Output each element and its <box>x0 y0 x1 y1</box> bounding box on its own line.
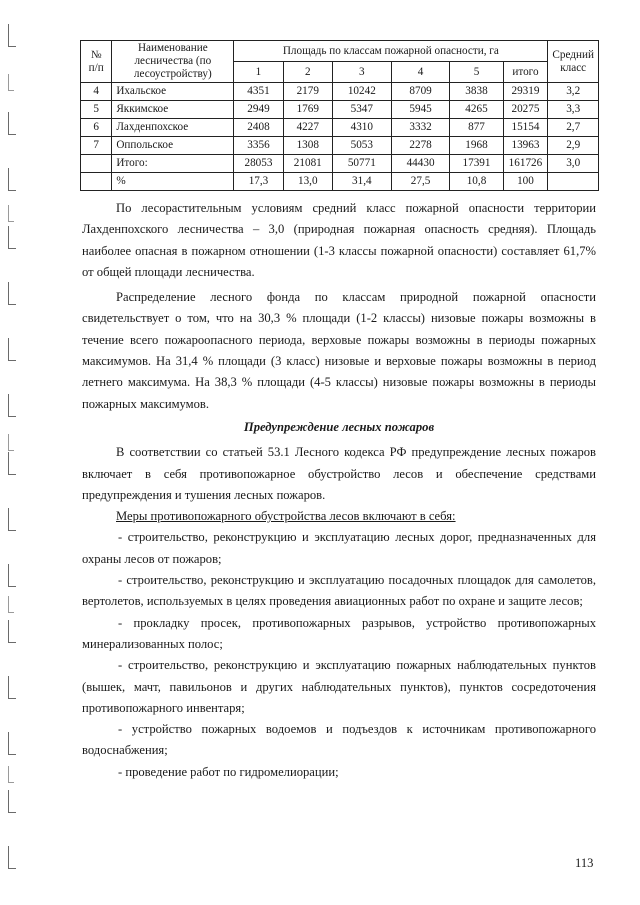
cell-class-3: 50771 <box>332 155 391 173</box>
cell-average: 3,3 <box>548 101 599 119</box>
cell-class-4: 5945 <box>391 101 450 119</box>
row-num: 4 <box>81 83 112 101</box>
cell-class-2: 4227 <box>283 119 332 137</box>
document-body <box>82 198 596 783</box>
list-item: - прокладку просек, противопожарных разрывов, устройство противопожарных минерализованных полос; <box>82 615 596 651</box>
section-heading: Предупреждение лесных пожаров <box>243 419 435 434</box>
margin-mark <box>8 74 14 91</box>
table-row-percent <box>81 173 599 191</box>
margin-mark <box>8 205 14 222</box>
list-item: - строительство, реконструкцию и эксплуатацию пожарных наблюдательных пунктов (вышек, мачт, павильонов и других наблюдательных пунктов), пунктов сосредоточения противопожарного инвентаря; <box>82 658 596 715</box>
cell-total: 13963 <box>503 137 548 155</box>
list-item: - строительство, реконструкцию и эксплуатацию лесных дорог, предназначенных для охраны лесов от пожаров; <box>82 530 596 566</box>
cell-class-4: 3332 <box>391 119 450 137</box>
cell-class-2: 2179 <box>283 83 332 101</box>
cell-class-1: 28053 <box>234 155 283 173</box>
cell-class-3: 5053 <box>332 137 391 155</box>
measures-title <box>82 506 596 527</box>
table-row <box>81 101 599 119</box>
cell-class-5: 877 <box>450 119 503 137</box>
cell-class-2: 13,0 <box>283 173 332 191</box>
header-class-4: 4 <box>391 62 450 83</box>
cell-class-5: 4265 <box>450 101 503 119</box>
margin-mark <box>8 620 16 643</box>
cell-class-3: 10242 <box>332 83 391 101</box>
table-row <box>81 119 599 137</box>
margin-mark <box>8 564 16 587</box>
page-number: 113 <box>575 856 594 870</box>
margin-mark <box>8 226 16 249</box>
cell-total: 161726 <box>503 155 548 173</box>
cell-class-2: 21081 <box>283 155 332 173</box>
margin-mark <box>8 168 16 191</box>
table-row <box>81 83 599 101</box>
row-name: Лахденпохское <box>112 119 234 137</box>
row-num <box>81 173 112 191</box>
measures-title-text: Меры противопожарного обустройства лесов включают в себя: <box>116 509 456 524</box>
paragraph-fund-distribution: Распределение лесного фонда по классам природной пожарной опасности свидетельствует о том, что на 30,3 % площади (1-2 классы) низовые пожары возможны в течение всего пожароопасного периода, верховые пожары возможны в периоды пожарных максимумов. На 31,4 % площади (3 класс) низовые и верховые пожары возможны в период летнего максимума. На 38,3 % площади (4-5 классы) низовые пожары возможны в периоды пожарных максимумов. <box>82 290 596 411</box>
cell-average: 3,2 <box>548 83 599 101</box>
header-class-2: 2 <box>283 62 332 83</box>
cell-average <box>548 173 599 191</box>
header-class-5: 5 <box>450 62 503 83</box>
margin-mark <box>8 766 14 783</box>
margin-mark <box>8 508 16 531</box>
list-item: - устройство пожарных водоемов и подъездов к источникам противопожарного водоснабжения; <box>82 722 596 758</box>
row-num: 7 <box>81 137 112 155</box>
header-forestry-name: Наименование лесничества (по лесоустройству) <box>112 41 234 83</box>
cell-class-3: 4310 <box>332 119 391 137</box>
row-name: Яккимское <box>112 101 234 119</box>
cell-class-2: 1769 <box>283 101 332 119</box>
header-total: итого <box>503 62 548 83</box>
cell-average: 3,0 <box>548 155 599 173</box>
row-num: 6 <box>81 119 112 137</box>
cell-class-4: 8709 <box>391 83 450 101</box>
cell-class-4: 2278 <box>391 137 450 155</box>
paragraph-average-class: По лесорастительным условиям средний класс пожарной опасности территории Лахденпохского лесничества – 3,0 (природная пожарная опасность средняя). Площадь наиболее опасная в пожарном отношении (1-3 классы пожарной опасности) составляет 61,7% от общей площади лесничества. <box>82 201 596 279</box>
cell-class-1: 17,3 <box>234 173 283 191</box>
margin-mark <box>8 434 14 451</box>
cell-class-3: 5347 <box>332 101 391 119</box>
cell-class-1: 2949 <box>234 101 283 119</box>
cell-class-2: 1308 <box>283 137 332 155</box>
cell-class-5: 3838 <box>450 83 503 101</box>
cell-class-4: 44430 <box>391 155 450 173</box>
cell-class-1: 2408 <box>234 119 283 137</box>
row-num <box>81 155 112 173</box>
cell-class-3: 31,4 <box>332 173 391 191</box>
margin-mark <box>8 676 16 699</box>
cell-class-4: 27,5 <box>391 173 450 191</box>
row-name: Итого: <box>112 155 234 173</box>
cell-class-5: 1968 <box>450 137 503 155</box>
header-num: № п/п <box>81 41 112 83</box>
cell-total: 15154 <box>503 119 548 137</box>
paragraph-forest-code: В соответствии со статьей 53.1 Лесного кодекса РФ предупреждение лесных пожаров включает в себя противопожарное обустройство лесов и обеспечение средствами предупреждения и тушения лесных пожаров. <box>82 445 596 502</box>
margin-mark <box>8 452 16 475</box>
cell-average: 2,9 <box>548 137 599 155</box>
list-item: - строительство, реконструкцию и эксплуатацию посадочных площадок для самолетов, вертолетов, используемых в целях проведения авиационных работ по охране и защите лесов; <box>82 573 596 609</box>
margin-mark <box>8 846 16 869</box>
header-class-3: 3 <box>332 62 391 83</box>
row-name: % <box>112 173 234 191</box>
table-row <box>81 137 599 155</box>
margin-mark <box>8 338 16 361</box>
row-name: Ихальское <box>112 83 234 101</box>
row-num: 5 <box>81 101 112 119</box>
fire-class-table <box>80 40 599 191</box>
cell-class-5: 10,8 <box>450 173 503 191</box>
binding-margin-marks <box>0 0 30 905</box>
margin-mark <box>8 596 14 613</box>
header-class-1: 1 <box>234 62 283 83</box>
margin-mark <box>8 24 16 47</box>
cell-total: 20275 <box>503 101 548 119</box>
cell-average: 2,7 <box>548 119 599 137</box>
cell-class-1: 3356 <box>234 137 283 155</box>
cell-class-5: 17391 <box>450 155 503 173</box>
row-name: Оппольское <box>112 137 234 155</box>
margin-mark <box>8 112 16 135</box>
cell-class-1: 4351 <box>234 83 283 101</box>
margin-mark <box>8 282 16 305</box>
margin-mark <box>8 790 16 813</box>
header-area-by-class: Площадь по классам пожарной опасности, га <box>234 41 548 62</box>
cell-total: 29319 <box>503 83 548 101</box>
table-row-total <box>81 155 599 173</box>
margin-mark <box>8 394 16 417</box>
cell-total: 100 <box>503 173 548 191</box>
header-average-class: Средний класс <box>548 41 599 83</box>
margin-mark <box>8 732 16 755</box>
list-item: - проведение работ по гидромелиорации; <box>118 764 339 779</box>
